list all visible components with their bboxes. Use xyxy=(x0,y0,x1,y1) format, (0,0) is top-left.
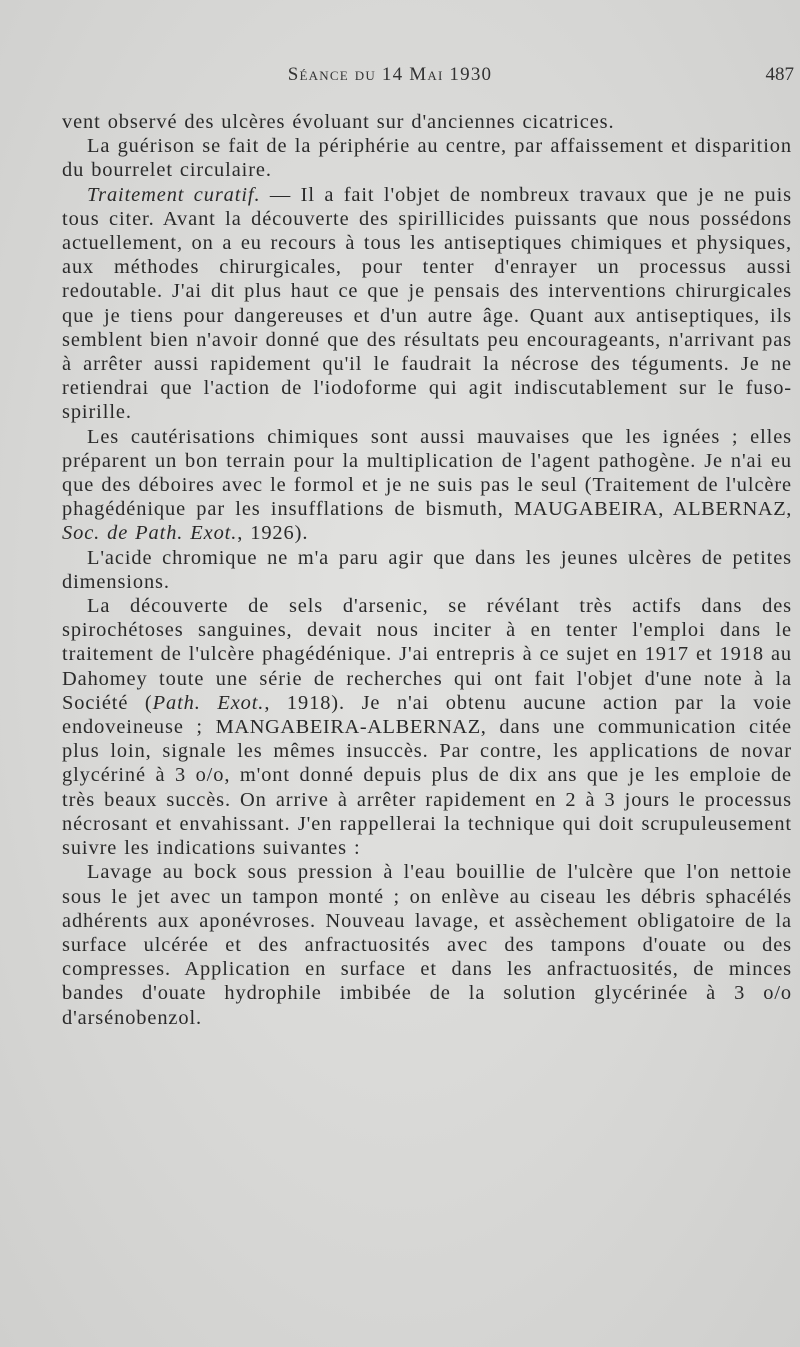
paragraph-text: La guérison se fait de la périphérie au centre, par affaissement et disparition du bourrelet circulaire. xyxy=(62,135,792,182)
paragraph-text: La découverte de sels d'arsenic, se révélant très actifs dans des spirochétoses sanguines, devait nous inciter à en tenter l'emploi dans le traitement de l'ulcère phagédénique. J'ai entrepris à ce sujet en 1917 et 1918 au Dahomey toute une série de recherches qui ont fait l'objet d'une note à la Société ( xyxy=(62,595,792,714)
paragraph-text: Les cautérisations chimiques sont aussi mauvaises que les ignées ; elles préparent un bon terrain pour la multiplication de l'agent pathogène. Je n'ai eu que des déboires avec le formol et je ne suis pas le seul (Traitement de l'ulcère phagédénique par les insufflations de bismuth, xyxy=(62,425,792,521)
journal-reference: Soc. de Path. Exot. xyxy=(62,522,238,545)
paragraph-treatment xyxy=(62,183,792,425)
author-names: MAUGABEIRA, ALBERNAZ, xyxy=(514,498,793,521)
running-head xyxy=(62,64,794,94)
paragraph-text: L'acide chromique ne m'a paru agir que dans les jeunes ulcères de petites dimensions. xyxy=(62,546,792,593)
page-number: 487 xyxy=(765,64,794,85)
paragraph-text: — Il a fait l'objet de nombreux travaux que je ne puis tous citer. Avant la découverte des spirillicides puissants que nous possédons actuellement, on a eu recours à tous les antiseptiques chimiques et physiques, aux méthodes chirurgicales, pour tenter d'enrayer un processus aussi redoutable. J'ai dit plus haut ce que je pensais des interventions chirurgicales que je tiens pour dangereuses et d'un autre âge. Quant aux antiseptiques, ils semblent bien n'avoir donné que des résultats peu encourageants, n'arrivant pas à arrêter aussi rapidement qu'il le faudrait la nécrose des téguments. Je ne retiendrai que l'action de l'iodoforme qui agit indiscutablement sur le fuso-spirille. xyxy=(62,183,792,424)
paragraph-arsenic xyxy=(62,594,792,860)
journal-reference: Path. Exot. xyxy=(152,691,265,714)
paragraph-healing xyxy=(62,134,792,182)
paragraph-text: Lavage au bock sous pression à l'eau bouillie de l'ulcère que l'on nettoie sous le jet avec un tampon monté ; on enlève au ciseau les débris sphacélés adhérents aux aponévroses. Nouveau lavage, et assèchement obligatoire de la surface ulcérée et des anfractuosités avec des tampons d'ouate ou des compresses. Application en surface et dans les anfractuosités, de minces bandes d'ouate hydrophile imbibée de la solution glycérinée à 3 o/o d'arsénobenzol. xyxy=(62,861,792,1029)
section-heading: Traitement curatif. xyxy=(87,183,261,206)
running-title: Séance du 14 Mai 1930 xyxy=(287,64,493,85)
paragraph-continuation xyxy=(62,110,792,134)
paragraph-text: , 1918). Je n'ai obtenu aucune action par la voie endoveineuse ; xyxy=(62,691,792,739)
paragraph-text: , dans une communication citée plus loin, signale les mêmes insuccès. Par contre, les applications de novar glycériné à 3 o/o, m'ont donné depuis plus de dix ans que je les emploie de très beaux succès. On arrive à arrêter rapidement en 2 à 3 jours le processus nécrosant et envahissant. J'en rappellerai la technique qui doit scrupuleusement suivre les indications suivantes : xyxy=(62,716,792,860)
paragraph-text: , 1926). xyxy=(237,522,309,545)
paragraph-cauterization xyxy=(62,425,792,546)
author-names: MANGABEIRA-ALBERNAZ xyxy=(215,716,481,739)
paragraph-chromic-acid xyxy=(62,546,792,594)
body-text xyxy=(62,110,792,1030)
paragraph-technique xyxy=(62,860,792,1029)
paragraph-text: vent observé des ulcères évoluant sur d'anciennes cicatrices. xyxy=(62,111,615,133)
